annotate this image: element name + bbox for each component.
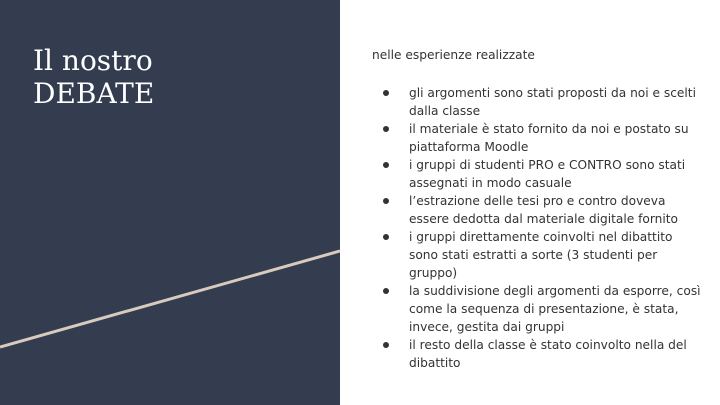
- list-item-text: i gruppi di studenti PRO e CONTRO sono stati assegnati in modo casuale: [409, 158, 686, 190]
- list-item-text: gli argomenti sono stati proposti da noi e scelti dalla classe: [409, 86, 696, 118]
- list-item: [372, 120, 702, 156]
- list-item: [372, 282, 702, 336]
- list-item-text: il resto della classe è stato coinvolto nella del dibattito: [409, 338, 687, 370]
- slide-content: [372, 47, 702, 372]
- slide-title-line-1: Il nostro: [33, 44, 153, 77]
- list-item-text: il materiale è stato fornito da noi e postato su piattaforma Moodle: [409, 122, 689, 154]
- list-item-text: l’estrazione delle tesi pro e contro doveva essere dedotta dal materiale digitale fornito: [409, 194, 678, 226]
- list-item: [372, 156, 702, 192]
- bullet-icon: [383, 234, 389, 240]
- slide-title-line-2: DEBATE: [33, 77, 155, 110]
- bullet-icon: [383, 198, 389, 204]
- list-item: [372, 228, 702, 282]
- intro-text: nelle esperienze realizzate: [372, 48, 535, 62]
- list-item: [372, 84, 702, 120]
- bullet-icon: [383, 126, 389, 132]
- bullet-icon: [383, 90, 389, 96]
- list-item: [372, 192, 702, 228]
- decorative-diagonal-line: [0, 0, 340, 405]
- list-item-text: la suddivisione degli argomenti da esporre, così come la sequenza di presentazione, è stata, invece, gestita dai gruppi: [409, 284, 701, 334]
- list-item-text: i gruppi direttamente coinvolti nel dibattito sono stati estratti a sorte (3 studenti per gruppo): [409, 230, 673, 280]
- bullet-icon: [383, 162, 389, 168]
- bullet-icon: [383, 288, 389, 294]
- bullet-icon: [383, 342, 389, 348]
- title-panel: [0, 0, 340, 405]
- list-item: [372, 336, 702, 372]
- bullet-list: [372, 84, 702, 372]
